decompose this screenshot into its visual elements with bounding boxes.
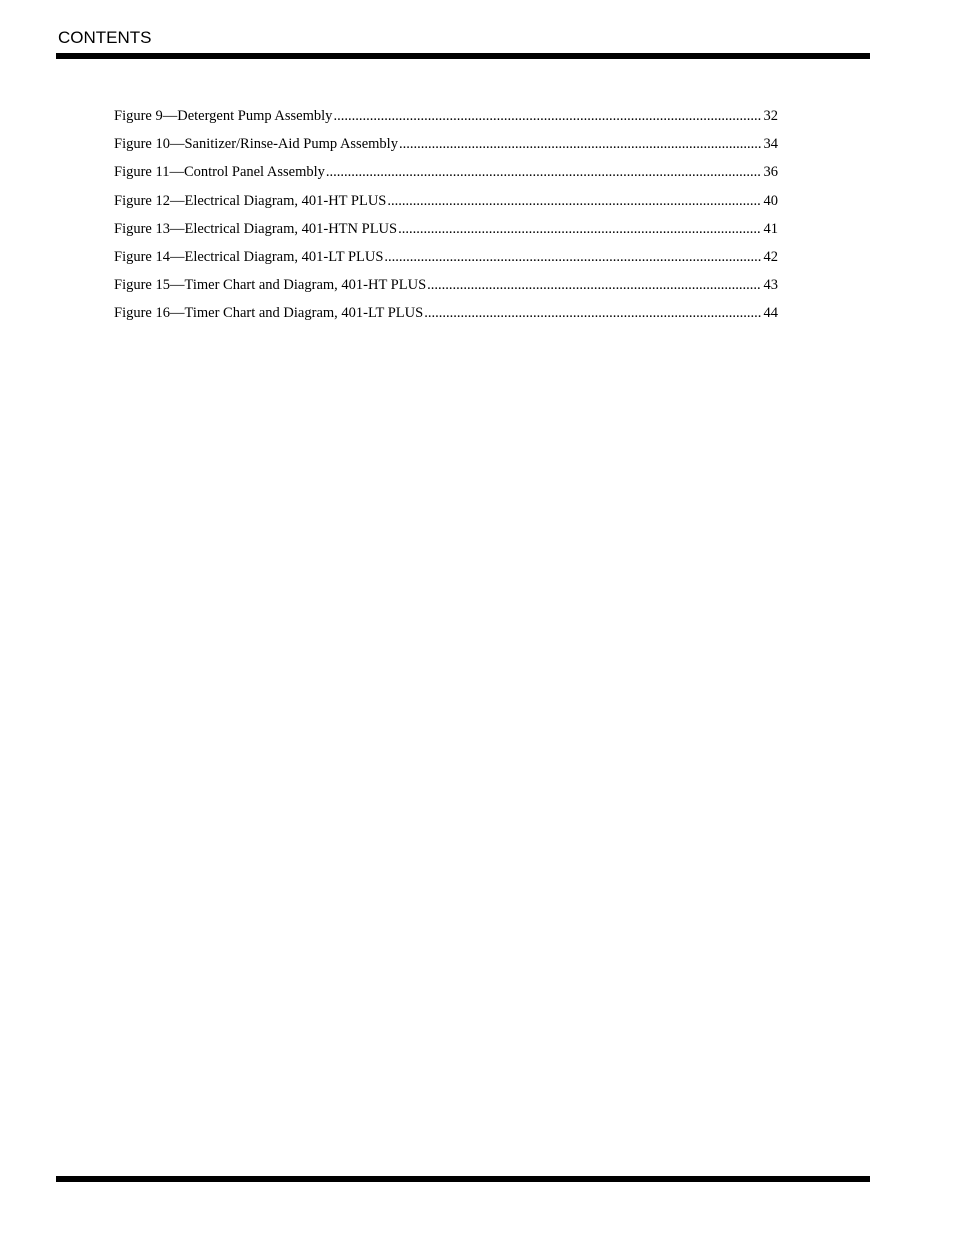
toc-entry-label: Figure 15—Timer Chart and Diagram, 401-HT PLUS (114, 277, 427, 294)
toc-entry[interactable] (114, 164, 778, 192)
toc-entry-page: 32 (763, 108, 778, 124)
toc-dot-leader (326, 164, 761, 181)
toc-entry-label: Figure 14—Electrical Diagram, 401-LT PLUS (114, 248, 384, 265)
toc-entry[interactable] (114, 221, 778, 249)
toc-entry-page: 36 (763, 164, 778, 181)
toc-entry[interactable] (114, 277, 778, 305)
toc-entry-page: 41 (763, 220, 778, 237)
toc-dot-leader (398, 221, 760, 238)
toc-dot-leader (387, 193, 760, 210)
toc-entry-label: Figure 11—Control Panel Assembly (114, 164, 325, 181)
toc-dot-leader (333, 108, 760, 125)
toc-entry-label: Figure 16—Timer Chart and Diagram, 401-LT PLUS (114, 305, 424, 322)
toc-entry[interactable] (114, 136, 778, 164)
toc-entry[interactable] (114, 108, 778, 136)
header-rule (56, 53, 870, 59)
toc-dot-leader (427, 277, 760, 294)
table-of-contents (114, 108, 778, 334)
toc-entry-page: 44 (763, 305, 778, 322)
toc-entry-label: Figure 13—Electrical Diagram, 401-HTN PLUS (114, 220, 398, 237)
toc-entry[interactable] (114, 193, 778, 221)
page-header-title: CONTENTS (58, 28, 152, 47)
toc-entry-label: Figure 10—Sanitizer/Rinse-Aid Pump Assembly (114, 136, 398, 153)
toc-entry-page: 34 (763, 136, 778, 153)
toc-entry-page: 42 (763, 248, 778, 265)
toc-dot-leader (424, 305, 760, 322)
toc-entry[interactable] (114, 305, 778, 333)
toc-entry-page: 43 (763, 277, 778, 294)
toc-entry-page: 40 (763, 192, 778, 209)
toc-entry[interactable] (114, 249, 778, 277)
footer-rule (56, 1176, 870, 1182)
toc-dot-leader (399, 136, 761, 153)
toc-entry-label: Figure 12—Electrical Diagram, 401-HT PLUS (114, 192, 387, 209)
toc-dot-leader (384, 249, 760, 266)
toc-entry-label: Figure 9—Detergent Pump Assembly (114, 108, 333, 124)
